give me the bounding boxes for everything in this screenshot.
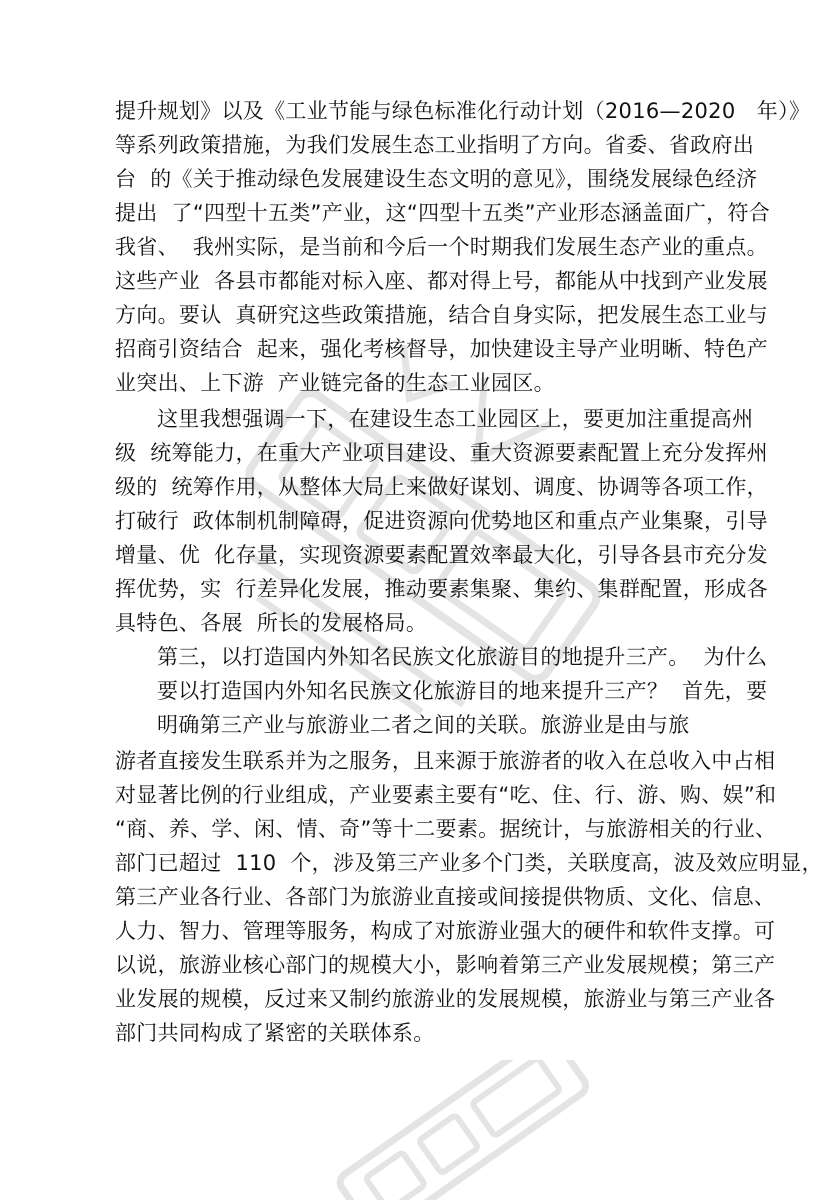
text-line: 级 统筹能力，在重大产业项目建设、重大资源要素配置上充分发挥州 xyxy=(115,441,768,465)
text-line: 等系列政策措施，为我们发展生态工业指明了方向。省委、省政府出 xyxy=(115,133,754,157)
text-line: 明确第三产业与旅游业二者之间的关联。旅游业是由与旅 xyxy=(157,713,690,737)
text-line: 以说，旅游业核心部门的规模大小，影响着第三产业发展规模；第三产 xyxy=(115,953,776,977)
text-line: 人力、智力、管理等服务，构成了对旅游业强大的硬件和软件支撑。可 xyxy=(115,919,776,943)
text-line: “商、养、学、闲、情、奇”等十二要素。据统计，与旅游相关的行业、 xyxy=(115,817,777,841)
text-line: 这些产业 各县市都能对标入座、都对得上号，都能从中找到产业发展 xyxy=(115,269,768,293)
text-line: 具特色、各展 所长的发展格局。 xyxy=(115,611,428,635)
text-line: 打破行 政体制机制障碍，促进资源向优势地区和重点产业集聚，引导 xyxy=(115,509,768,533)
text-line: 对显著比例的行业组成，产业要素主要有“吃、住、行、游、购、娱”和 xyxy=(115,783,777,807)
text-line: 第三，以打造国内外知名民族文化旅游目的地提升三产。 为什么 xyxy=(157,645,768,669)
text-line: 增量、优 化存量，实现资源要素配置效率最大化，引导各县市充分发 xyxy=(115,543,768,567)
text-line: 部门共同构成了紧密的关联体系。 xyxy=(115,1021,435,1045)
text-line: 挥优势，实 行差异化发展，推动要素集聚、集约、集群配置，形成各 xyxy=(115,577,768,601)
text-line: 级的 统筹作用，从整体大局上来做好谋划、调度、协调等各项工作， xyxy=(115,475,768,499)
text-line: 要以打造国内外知名民族文化旅游目的地来提升三产？ 首先，要 xyxy=(157,679,768,703)
text-line: 第三产业各行业、各部门为旅游业直接或间接提供物质、文化、信息、 xyxy=(115,885,776,909)
text-line: 台 的《关于推动绿色发展建设生态文明的意见》，围绕发展绿色经济 xyxy=(115,167,758,191)
text-line: 这里我想强调一下，在建设生态工业园区上，要更加注重提高州 xyxy=(157,407,754,431)
text-line: 部门已超过 110 个，涉及第三产业多个门类，关联度高，波及效应明显， xyxy=(115,851,823,875)
text-line: 游者直接发生联系并为之服务，且来源于旅游者的收入在总收入中占相 xyxy=(115,749,776,773)
text-line: 业突出、上下游 产业链完备的生态工业园区。 xyxy=(115,371,555,395)
text-line: 提出 了“四型十五类”产业，这“四型十五类”产业形态涵盖面广，符合 xyxy=(115,201,771,225)
text-line: 提升规划》以及《工业节能与绿色标准化行动计划（2016—2020 年）》 xyxy=(115,99,811,123)
text-line: 我省、 我州实际，是当前和今后一个时期我们发展生态产业的重点。 xyxy=(115,235,768,259)
text-line: 方向。要认 真研究这些政策措施，结合自身实际，把发展生态工业与 xyxy=(115,303,768,327)
text-line: 招商引资结合 起来，强化考核督导，加快建设主导产业明晰、特色产 xyxy=(115,337,768,361)
text-line: 业发展的规模，反过来又制约旅游业的发展规模，旅游业与第三产业各 xyxy=(115,987,776,1011)
